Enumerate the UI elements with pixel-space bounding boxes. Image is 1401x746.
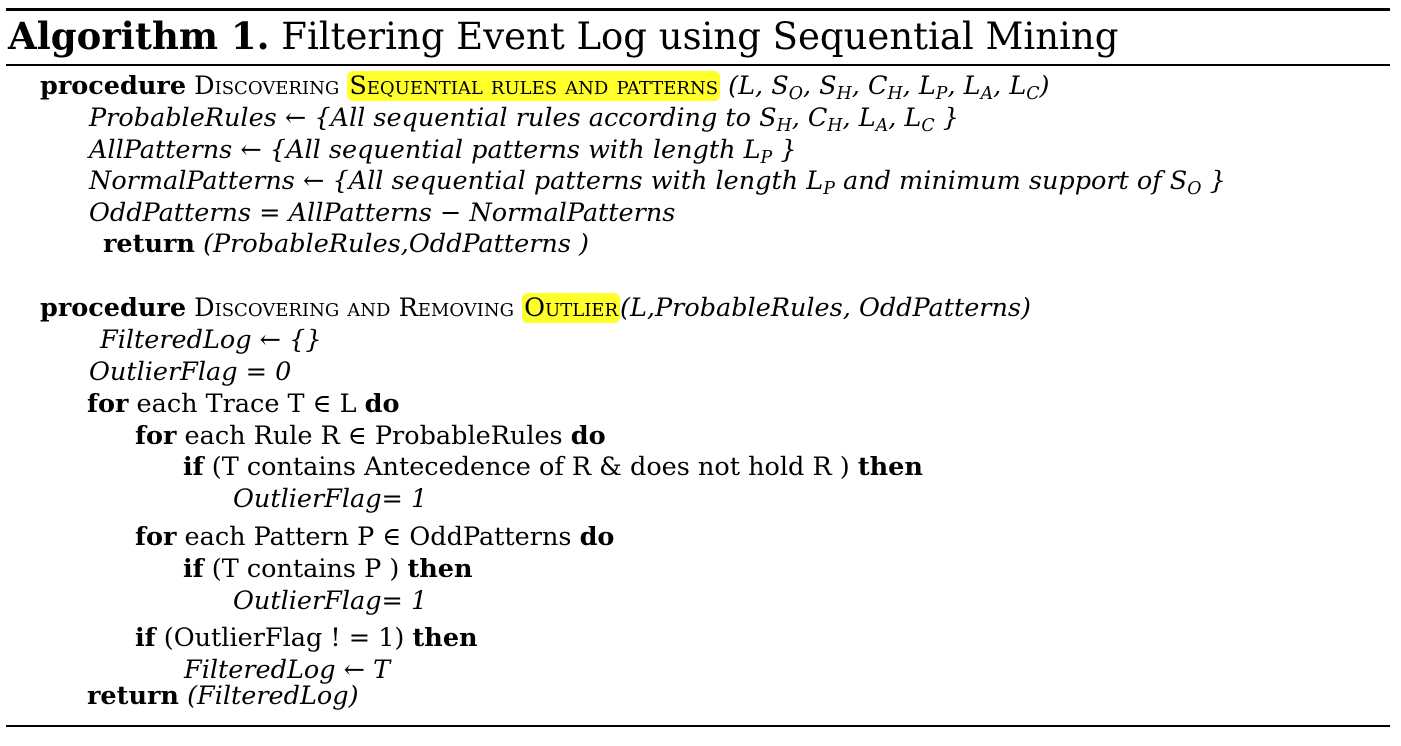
if-flag-condition: (OutlierFlag ! = 1) bbox=[163, 623, 405, 653]
assign-filtered-log: FilteredLog ← T bbox=[184, 655, 391, 685]
for-pattern-text: each Pattern P ∈ OddPatterns bbox=[184, 522, 572, 552]
probable-rules-line: ProbableRules ← {All sequential rules according to $S_H$, $C_H$, $L_A$, $L_C$ } bbox=[89, 103, 959, 136]
if-rule-line bbox=[183, 452, 923, 482]
do-keyword: do bbox=[570, 421, 606, 451]
algorithm-title: Filtering Event Log using Sequential Mining bbox=[281, 15, 1119, 58]
normal-patterns-line: NormalPatterns ← {All sequential patterns with length $L_P$ and minimum support of $S_O$ } bbox=[89, 166, 1226, 199]
for-keyword: for bbox=[87, 389, 129, 419]
procedure-1-return bbox=[103, 229, 589, 259]
procedure-2-header bbox=[40, 293, 1031, 323]
return-value: (FilteredLog) bbox=[187, 681, 359, 711]
return-value: (ProbableRules,OddPatterns ) bbox=[203, 229, 589, 259]
procedure-name-prefix: Discovering bbox=[194, 71, 348, 101]
assign-outlier-flag-1: OutlierFlag= 1 bbox=[233, 484, 428, 514]
algorithm-caption bbox=[8, 14, 1118, 58]
return-keyword: return bbox=[87, 681, 179, 711]
then-keyword: then bbox=[857, 452, 923, 482]
procedure-2-return bbox=[87, 681, 359, 711]
procedure-keyword: procedure bbox=[40, 71, 187, 101]
top-rule bbox=[6, 8, 1390, 11]
if-flag-line bbox=[135, 623, 478, 653]
then-keyword: then bbox=[407, 554, 473, 584]
if-keyword: if bbox=[135, 623, 156, 653]
if-rule-condition: (T contains Antecedence of R & does not hold R ) bbox=[211, 452, 850, 482]
for-rule-text: each Rule R ∈ ProbableRules bbox=[184, 421, 563, 451]
odd-patterns-line: OddPatterns = AllPatterns − NormalPatterns bbox=[89, 198, 676, 228]
for-keyword: for bbox=[135, 421, 177, 451]
for-pattern-line bbox=[135, 522, 614, 552]
algorithm-label: Algorithm 1. bbox=[8, 14, 270, 58]
assign-outlier-flag-2: OutlierFlag= 1 bbox=[233, 586, 428, 616]
bottom-rule bbox=[6, 725, 1390, 727]
procedure-1-header bbox=[40, 71, 1050, 104]
if-keyword: if bbox=[183, 554, 204, 584]
for-trace-line bbox=[87, 389, 400, 419]
return-keyword: return bbox=[103, 229, 195, 259]
if-pattern-condition: (T contains P ) bbox=[211, 554, 400, 584]
init-outlier-flag: OutlierFlag = 0 bbox=[89, 357, 292, 387]
for-keyword: for bbox=[135, 522, 177, 552]
procedure-params: (L, $S_O$, $S_H$, $C_H$, $L_P$, $L_A$, $L_C$) bbox=[728, 71, 1050, 104]
all-patterns-line: AllPatterns ← {All sequential patterns with length $L_P$ } bbox=[89, 135, 797, 168]
for-rule-line bbox=[135, 421, 606, 451]
procedure-name-prefix: Discovering and Removing bbox=[194, 293, 523, 323]
do-keyword: do bbox=[364, 389, 400, 419]
do-keyword: do bbox=[579, 522, 615, 552]
procedure-params: (L,ProbableRules, OddPatterns) bbox=[620, 293, 1031, 323]
if-pattern-line bbox=[183, 554, 473, 584]
procedure-keyword: procedure bbox=[40, 293, 187, 323]
for-trace-text: each Trace T ∈ L bbox=[136, 389, 357, 419]
if-keyword: if bbox=[183, 452, 204, 482]
procedure-name-highlight: Outlier bbox=[524, 293, 618, 323]
procedure-name-highlight: Sequential rules and patterns bbox=[349, 71, 719, 101]
caption-rule bbox=[6, 64, 1390, 66]
then-keyword: then bbox=[412, 623, 478, 653]
init-filtered-log: FilteredLog ← {} bbox=[100, 325, 322, 355]
